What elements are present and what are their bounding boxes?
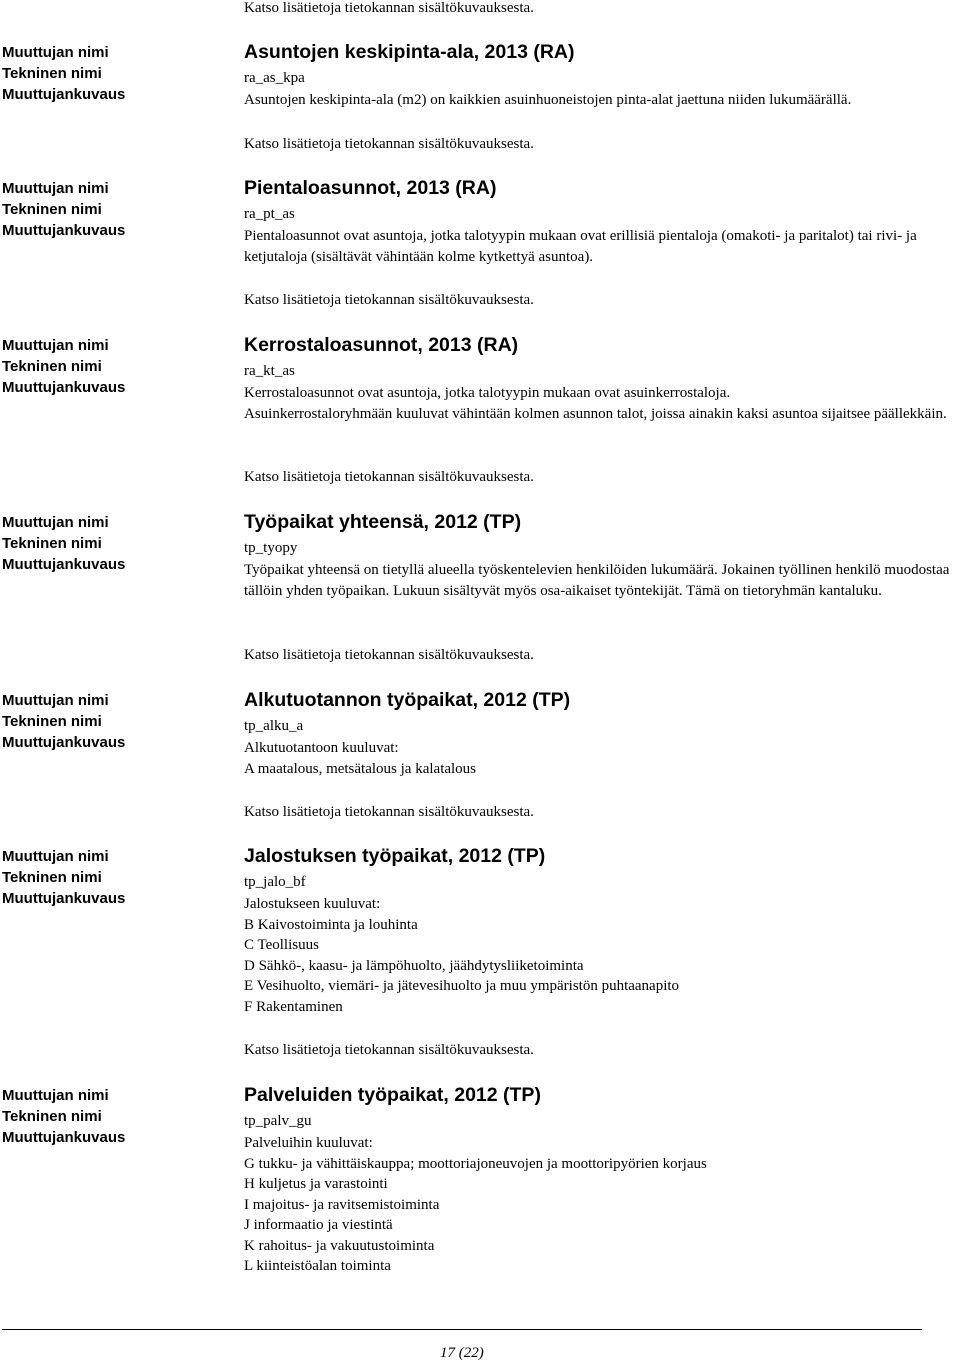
- label-description: Muuttujankuvaus: [2, 222, 126, 239]
- label-variable-name: Muuttujan nimi: [2, 337, 109, 354]
- reference-note: Katso lisätietoja tietokannan sisältökuvauksesta.: [244, 0, 534, 16]
- technical-name: tp_alku_a: [244, 718, 304, 734]
- technical-name: tp_jalo_bf: [244, 874, 306, 890]
- variable-description: [244, 383, 958, 424]
- variable-description: [244, 90, 958, 111]
- reference-note: Katso lisätietoja tietokannan sisältökuvauksesta.: [244, 136, 534, 152]
- reference-note: Katso lisätietoja tietokannan sisältökuvauksesta.: [244, 292, 534, 308]
- technical-name: ra_pt_as: [244, 206, 295, 222]
- label-description: Muuttujankuvaus: [2, 1129, 126, 1146]
- field-labels: [2, 512, 125, 575]
- technical-name: ra_as_kpa: [244, 70, 305, 86]
- description-line: Alkutuotantoon kuuluvat:: [244, 740, 399, 756]
- description-line: Asuntojen keskipinta-ala (m2) on kaikkien asuinhuoneistojen pinta-alat jaettuna niiden lukumäärällä.: [244, 92, 852, 108]
- reference-note: Katso lisätietoja tietokannan sisältökuvauksesta.: [244, 804, 534, 820]
- variable-title: Työpaikat yhteensä, 2012 (TP): [244, 511, 522, 533]
- variable-title: Kerrostaloasunnot, 2013 (RA): [244, 334, 519, 356]
- field-labels: [2, 846, 125, 909]
- description-line: J informaatio ja viestintä: [244, 1217, 393, 1233]
- description-line: Asuinkerrostaloryhmään kuuluvat vähintään kolmen asunnon talot, joissa ainakin kaksi asuntoa sijaitsee päällekkäin.: [244, 405, 947, 422]
- reference-note: Katso lisätietoja tietokannan sisältökuvauksesta.: [244, 1042, 534, 1058]
- description-line: B Kaivostoiminta ja louhinta: [244, 916, 418, 933]
- page-number: 17 (22): [440, 1345, 484, 1361]
- label-description: Muuttujankuvaus: [2, 890, 126, 907]
- label-variable-name: Muuttujan nimi: [2, 44, 109, 61]
- variable-content: [244, 42, 958, 111]
- label-technical-name: Tekninen nimi: [2, 201, 102, 218]
- variable-description: [244, 1133, 958, 1277]
- description-line: Kerrostaloasunnot ovat asuntoja, jotka talotyypin mukaan ovat asuinkerrostaloja.: [244, 385, 731, 401]
- variable-content: [244, 1085, 958, 1277]
- variable-content: [244, 335, 958, 424]
- label-technical-name: Tekninen nimi: [2, 535, 102, 552]
- reference-note: Katso lisätietoja tietokannan sisältökuvauksesta.: [244, 469, 534, 485]
- label-description: Muuttujankuvaus: [2, 379, 126, 396]
- reference-note: Katso lisätietoja tietokannan sisältökuvauksesta.: [244, 647, 534, 663]
- description-line: Työpaikat yhteensä on tietyllä alueella työskentelevien henkilöiden lukumäärä. Jokainen työllinen henkilö muodostaa tällöin yhden työpaikan. Lukuun sisältyvät myös osa-aikaiset työntekijät. Tämä on tietoryhmän kantaluku.: [244, 562, 950, 599]
- label-variable-name: Muuttujan nimi: [2, 180, 109, 197]
- variable-content: [244, 178, 958, 267]
- description-line: G tukku- ja vähittäiskauppa; moottoriajoneuvojen ja moottoripyörien korjaus: [244, 1155, 707, 1172]
- label-variable-name: Muuttujan nimi: [2, 1087, 109, 1104]
- label-variable-name: Muuttujan nimi: [2, 848, 109, 865]
- label-technical-name: Tekninen nimi: [2, 358, 102, 375]
- field-labels: [2, 1085, 125, 1148]
- variable-content: [244, 690, 958, 779]
- label-description: Muuttujankuvaus: [2, 86, 126, 103]
- footer-divider: [2, 1329, 922, 1330]
- variable-description: [244, 894, 958, 1017]
- label-technical-name: Tekninen nimi: [2, 869, 102, 886]
- description-line: Jalostukseen kuuluvat:: [244, 896, 381, 912]
- variable-content: [244, 846, 958, 1017]
- description-line: Palveluihin kuuluvat:: [244, 1135, 373, 1151]
- technical-name: tp_palv_gu: [244, 1113, 312, 1129]
- variable-content: [244, 512, 958, 601]
- variable-title: Jalostuksen työpaikat, 2012 (TP): [244, 845, 546, 867]
- field-labels: [2, 690, 125, 753]
- description-line: I majoitus- ja ravitsemistoiminta: [244, 1196, 440, 1213]
- variable-title: Palveluiden työpaikat, 2012 (TP): [244, 1084, 541, 1106]
- variable-description: [244, 738, 958, 779]
- variable-title: Pientaloasunnot, 2013 (RA): [244, 177, 497, 199]
- technical-name: tp_tyopy: [244, 540, 298, 556]
- description-line: Pientaloasunnot ovat asuntoja, jotka talotyypin mukaan ovat erillisiä pientaloja (omakoti- ja paritalot) tai rivi- ja ketjutaloja (sisältävät vähintään kolme kytkettyä asuntoa).: [244, 228, 917, 265]
- description-line: K rahoitus- ja vakuutustoiminta: [244, 1237, 435, 1254]
- variable-description: [244, 226, 958, 267]
- label-technical-name: Tekninen nimi: [2, 713, 102, 730]
- description-line: L kiinteistöalan toiminta: [244, 1258, 391, 1274]
- field-labels: [2, 42, 125, 105]
- field-labels: [2, 335, 125, 398]
- description-line: A maatalous, metsätalous ja kalatalous: [244, 760, 477, 777]
- label-variable-name: Muuttujan nimi: [2, 514, 109, 531]
- description-line: C Teollisuus: [244, 937, 319, 953]
- variable-description: [244, 560, 958, 601]
- description-line: H kuljetus ja varastointi: [244, 1176, 388, 1192]
- label-technical-name: Tekninen nimi: [2, 1108, 102, 1125]
- label-technical-name: Tekninen nimi: [2, 65, 102, 82]
- description-line: F Rakentaminen: [244, 998, 343, 1015]
- label-variable-name: Muuttujan nimi: [2, 692, 109, 709]
- variable-title: Asuntojen keskipinta-ala, 2013 (RA): [244, 41, 575, 63]
- variable-title: Alkutuotannon työpaikat, 2012 (TP): [244, 689, 571, 711]
- label-description: Muuttujankuvaus: [2, 734, 126, 751]
- description-line: D Sähkö-, kaasu- ja lämpöhuolto, jäähdytysliiketoiminta: [244, 957, 584, 974]
- label-description: Muuttujankuvaus: [2, 556, 126, 573]
- technical-name: ra_kt_as: [244, 363, 295, 379]
- description-line: E Vesihuolto, viemäri- ja jätevesihuolto ja muu ympäristön puhtaanapito: [244, 978, 680, 994]
- field-labels: [2, 178, 125, 241]
